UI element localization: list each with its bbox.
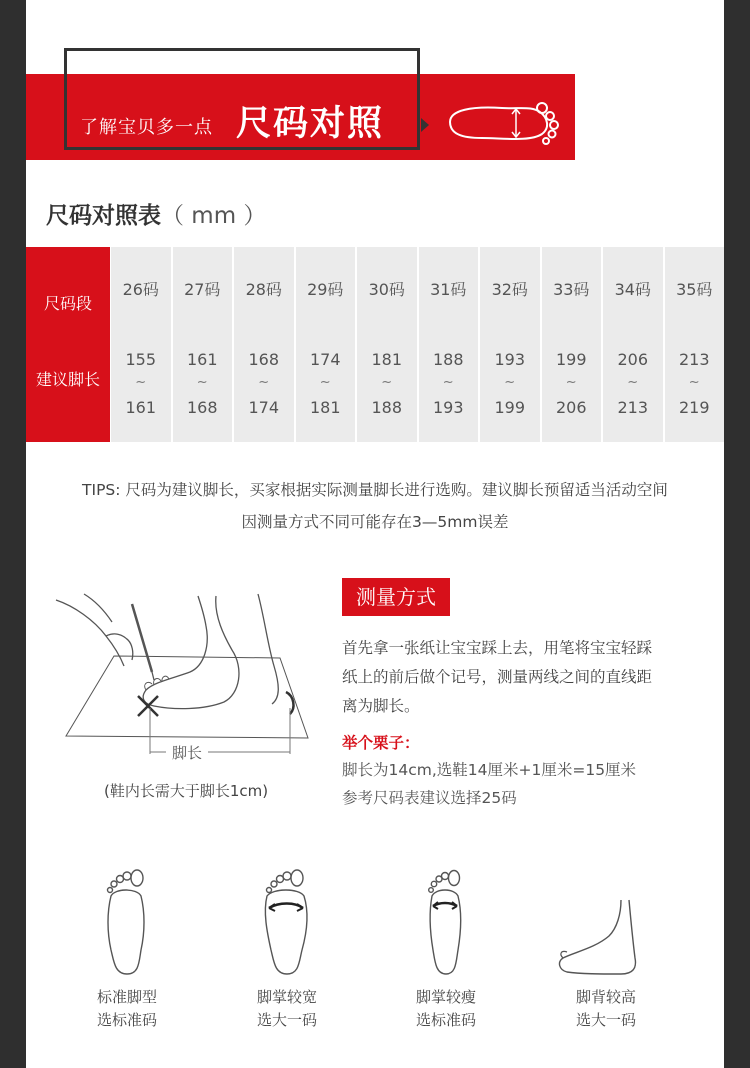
- foot-length-min: 193: [494, 350, 526, 369]
- size-column: [603, 247, 663, 442]
- foot-length-min: 168: [248, 350, 280, 369]
- foot-length-min: 161: [186, 350, 218, 369]
- measure-line: 离为脚长。: [342, 697, 420, 715]
- range-separator: ~: [565, 375, 577, 390]
- foot-outline-icon: [442, 94, 562, 154]
- row-label-column: [26, 247, 110, 442]
- size-cell: 30码: [368, 280, 405, 299]
- foot-length-min: 188: [432, 350, 464, 369]
- foot-type-advice: 选标准码: [415, 1011, 476, 1029]
- size-column: [111, 247, 171, 442]
- measure-line: 首先拿一张纸让宝宝踩上去，用笔将宝宝轻踩: [342, 639, 653, 657]
- standard-foot-icon: [97, 862, 157, 978]
- banner-subtitle: 了解宝贝多一点: [80, 117, 213, 138]
- foot-length-max: 219: [678, 398, 710, 417]
- foot-length-max: 161: [125, 398, 157, 417]
- banner-title: 尺码对照: [236, 104, 385, 144]
- range-separator: ~: [135, 375, 147, 390]
- size-column: [665, 247, 725, 442]
- example-line: 参考尺码表建议选择25码: [342, 789, 517, 807]
- range-separator: ~: [688, 375, 700, 390]
- foot-type-thin: [381, 862, 511, 1032]
- row-label-size: 尺码段: [43, 294, 92, 313]
- insole-note: (鞋内长需大于脚长1cm): [104, 782, 269, 800]
- foot-length-max: 174: [248, 398, 280, 417]
- foot-length-max: 181: [309, 398, 341, 417]
- size-table-title-text: 尺码对照表: [46, 203, 161, 229]
- size-cell: 27码: [184, 280, 221, 299]
- banner-arrow-icon: [421, 118, 429, 132]
- range-separator: ~: [196, 375, 208, 390]
- range-separator: ~: [504, 375, 516, 390]
- foot-length-min: 181: [371, 350, 403, 369]
- foot-type-standard: [62, 862, 192, 1032]
- range-separator: ~: [442, 375, 454, 390]
- size-column: [296, 247, 356, 442]
- size-cell: 32码: [491, 280, 528, 299]
- foot-length-min: 155: [125, 350, 157, 369]
- tips-line-2: 因测量方式不同可能存在3—5mm误差: [241, 513, 509, 531]
- measure-foot-illustration: [54, 586, 314, 760]
- size-columns: [111, 247, 724, 442]
- measure-method-badge: 测量方式: [342, 578, 450, 616]
- measure-line: 纸上的前后做个记号，测量两线之间的直线距: [342, 668, 653, 686]
- size-table-unit: （ mm ）: [161, 203, 267, 229]
- size-column: [234, 247, 294, 442]
- foot-type-advice: 选标准码: [96, 1011, 157, 1029]
- foot-type-name: 脚掌较瘦: [415, 988, 476, 1006]
- example-text: [342, 756, 636, 812]
- size-cell: 28码: [245, 280, 282, 299]
- foot-length-label: 脚长: [166, 742, 208, 763]
- size-cell: 31码: [430, 280, 467, 299]
- size-cell: 33码: [553, 280, 590, 299]
- size-table: [26, 247, 724, 442]
- size-guide-page: [26, 0, 724, 1068]
- foot-type-name: 脚背较高: [575, 988, 636, 1006]
- foot-type-name: 标准脚型: [96, 988, 157, 1006]
- tips-text: [26, 474, 724, 538]
- size-cell: 35码: [676, 280, 713, 299]
- range-separator: ~: [627, 375, 639, 390]
- foot-length-min: 213: [678, 350, 710, 369]
- foot-length-min: 174: [309, 350, 341, 369]
- size-cell: 29码: [307, 280, 344, 299]
- foot-type-name: 脚掌较宽: [256, 988, 317, 1006]
- range-separator: ~: [258, 375, 270, 390]
- foot-length-min: 206: [617, 350, 649, 369]
- foot-length-max: 168: [186, 398, 218, 417]
- tips-line-1: TIPS: 尺码为建议脚长，买家根据实际测量脚长进行选购。建议脚长预留适当活动空间: [82, 481, 668, 499]
- thin-foot-icon: [416, 862, 476, 978]
- size-column: [357, 247, 417, 442]
- foot-length-max: 193: [432, 398, 464, 417]
- foot-type-high-instep: [541, 862, 671, 1032]
- size-column: [173, 247, 233, 442]
- range-separator: ~: [381, 375, 393, 390]
- size-cell: 34码: [614, 280, 651, 299]
- foot-length-max: 199: [494, 398, 526, 417]
- foot-type-advice: 选大一码: [256, 1011, 317, 1029]
- foot-type-advice: 选大一码: [575, 1011, 636, 1029]
- measure-instructions: [342, 634, 702, 721]
- size-cell: 26码: [122, 280, 159, 299]
- range-separator: ~: [319, 375, 331, 390]
- high-instep-icon: [551, 862, 661, 978]
- example-title: 举个栗子：: [342, 734, 420, 752]
- size-table-title: [46, 197, 266, 230]
- foot-length-max: 188: [371, 398, 403, 417]
- size-column: [542, 247, 602, 442]
- foot-length-max: 213: [617, 398, 649, 417]
- wide-foot-icon: [257, 862, 317, 978]
- example-line: 脚长为14cm,选鞋14厘米+1厘米=15厘米: [342, 761, 637, 779]
- size-column: [480, 247, 540, 442]
- row-label-foot-length: 建议脚长: [35, 370, 100, 389]
- foot-length-min: 199: [555, 350, 587, 369]
- size-column: [419, 247, 479, 442]
- foot-length-max: 206: [555, 398, 587, 417]
- foot-type-wide: [222, 862, 352, 1032]
